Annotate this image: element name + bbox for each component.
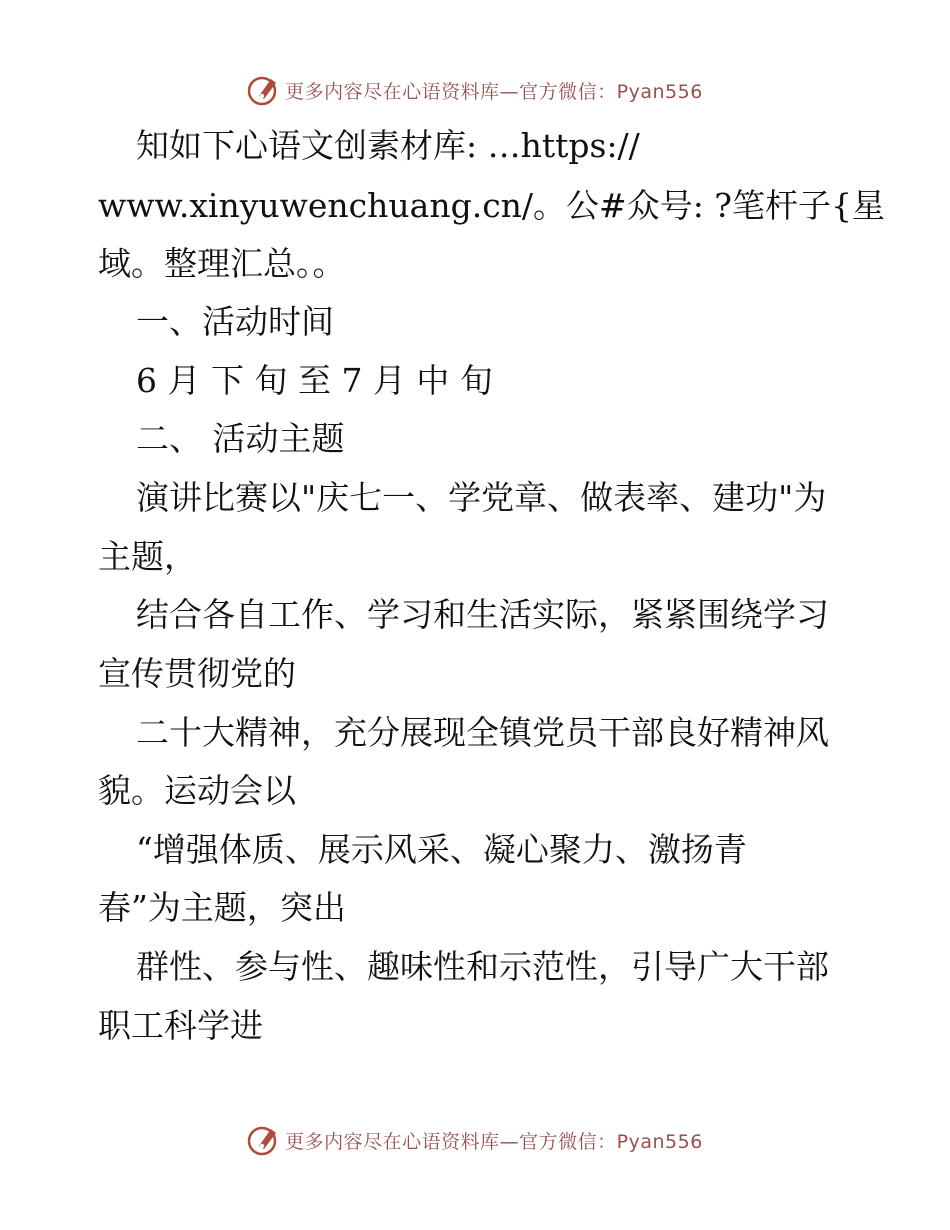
pen-nib-logo-icon xyxy=(247,73,281,107)
body-line: 春”为主题，突出 xyxy=(98,888,346,927)
banner-title: 更多内容尽在心语资料库 xyxy=(285,1130,500,1153)
body-line: 域。整理汇总。。 xyxy=(98,244,346,283)
banner-official: 官方微信：Pyan556 xyxy=(519,1130,703,1153)
section-heading: 二、 活动主题 xyxy=(136,419,345,458)
banner-official: 官方微信：Pyan556 xyxy=(519,80,703,103)
section-heading: 一、活动时间 xyxy=(136,302,334,341)
body-line: 二十大精神，充分展现全镇党员干部良好精神风 xyxy=(136,713,829,752)
body-line: 职工科学进 xyxy=(98,1006,263,1045)
body-line: 知如下心语文创素材库: …https:// xyxy=(136,126,640,165)
footer-banner xyxy=(0,1120,950,1160)
body-line: 宣传贯彻党的 xyxy=(98,654,296,693)
banner-dash: — xyxy=(499,80,520,103)
body-line: 主题， xyxy=(98,537,197,576)
banner-text xyxy=(285,77,703,104)
body-line: “增强体质、展示风采、凝心聚力、激扬青 xyxy=(136,830,747,869)
body-line: www.xinyuwenchuang.cn/。公#众号: ?笔杆子{星 xyxy=(98,186,885,225)
body-line: 群性、参与性、趣味性和示范性，引导广大干部 xyxy=(136,947,829,986)
body-line: 6 月 下 旬 至 7 月 中 旬 xyxy=(136,361,493,400)
banner-text xyxy=(285,1127,703,1154)
pen-nib-logo-icon xyxy=(247,1123,281,1157)
banner-dash: — xyxy=(499,1130,520,1153)
header-banner xyxy=(0,70,950,110)
body-line: 演讲比赛以"庆七一、学党章、做表率、建功"为 xyxy=(136,478,827,517)
body-line: 结合各自工作、学习和生活实际，紧紧围绕学习 xyxy=(136,595,829,634)
body-line: 貌。运动会以 xyxy=(98,771,296,810)
banner-title: 更多内容尽在心语资料库 xyxy=(285,80,500,103)
